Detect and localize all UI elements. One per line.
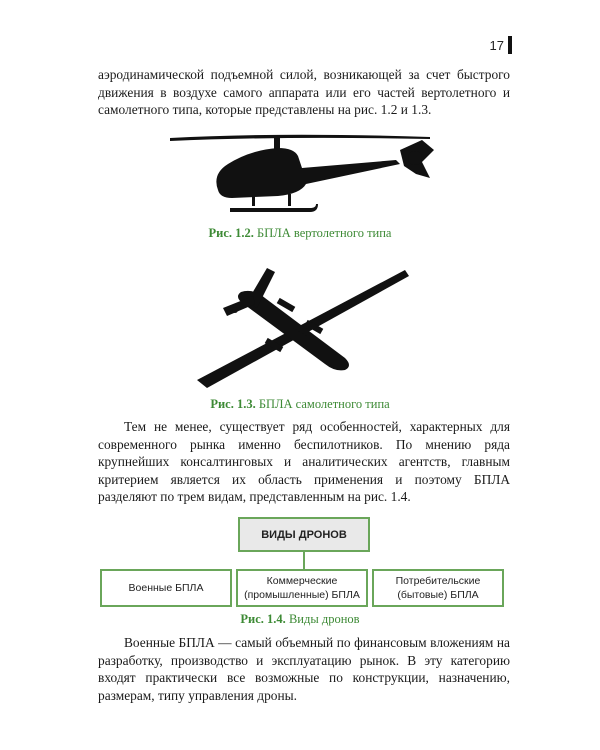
diagram-box-consumer: Потребительские (бытовые) БПЛА <box>372 569 504 607</box>
paragraph-criteria: Тем не менее, существует ряд особенностей, характерных для современного рынка именно беспилотников. По мнению ряда крупнейших консалтинговых и аналитических агентств, главным критерием является их область применения и поэтому БПЛА разделяют по трем видам, представленным на рис. 1.4. <box>98 419 510 505</box>
figure-caption-text: БПЛА вертолетного типа <box>257 226 392 240</box>
page-number-bar <box>508 36 512 54</box>
figure-caption-3 <box>0 612 600 627</box>
figure-label: Рис. 1.4. <box>240 612 286 626</box>
figure-label: Рис. 1.2. <box>208 226 254 240</box>
figure-caption-1 <box>0 226 600 241</box>
page-number: 17 <box>489 38 504 53</box>
diagram-box-military: Военные БПЛА <box>100 569 232 607</box>
paragraph-intro: аэродинамической подъемной силой, возникающей за счет быстрого движения в воздухе самого аппарата или его частей вертолетного и самолетного типа, которые представлены на рис. 1.2 и 1.3. <box>98 67 510 118</box>
figure-caption-text: Виды дронов <box>288 612 360 626</box>
figure-caption-text: БПЛА самолетного типа <box>258 397 390 411</box>
figure-label: Рис. 1.3. <box>210 397 256 411</box>
diagram-box-commercial: Коммерческие (промышленные) БПЛА <box>236 569 368 607</box>
figure-caption-2 <box>0 397 600 412</box>
helicopter-icon <box>160 128 440 220</box>
diagram-root-box: ВИДЫ ДРОНОВ <box>238 517 370 552</box>
paragraph-military: Военные БПЛА — самый объемный по финансовым вложениям на разработку, производство и эксплуатацию рынок. В эту категорию входят практически все возможные по конструкции, назначению, размерам, типу управления дроны. <box>98 635 510 703</box>
plane-drone-icon <box>195 262 415 392</box>
